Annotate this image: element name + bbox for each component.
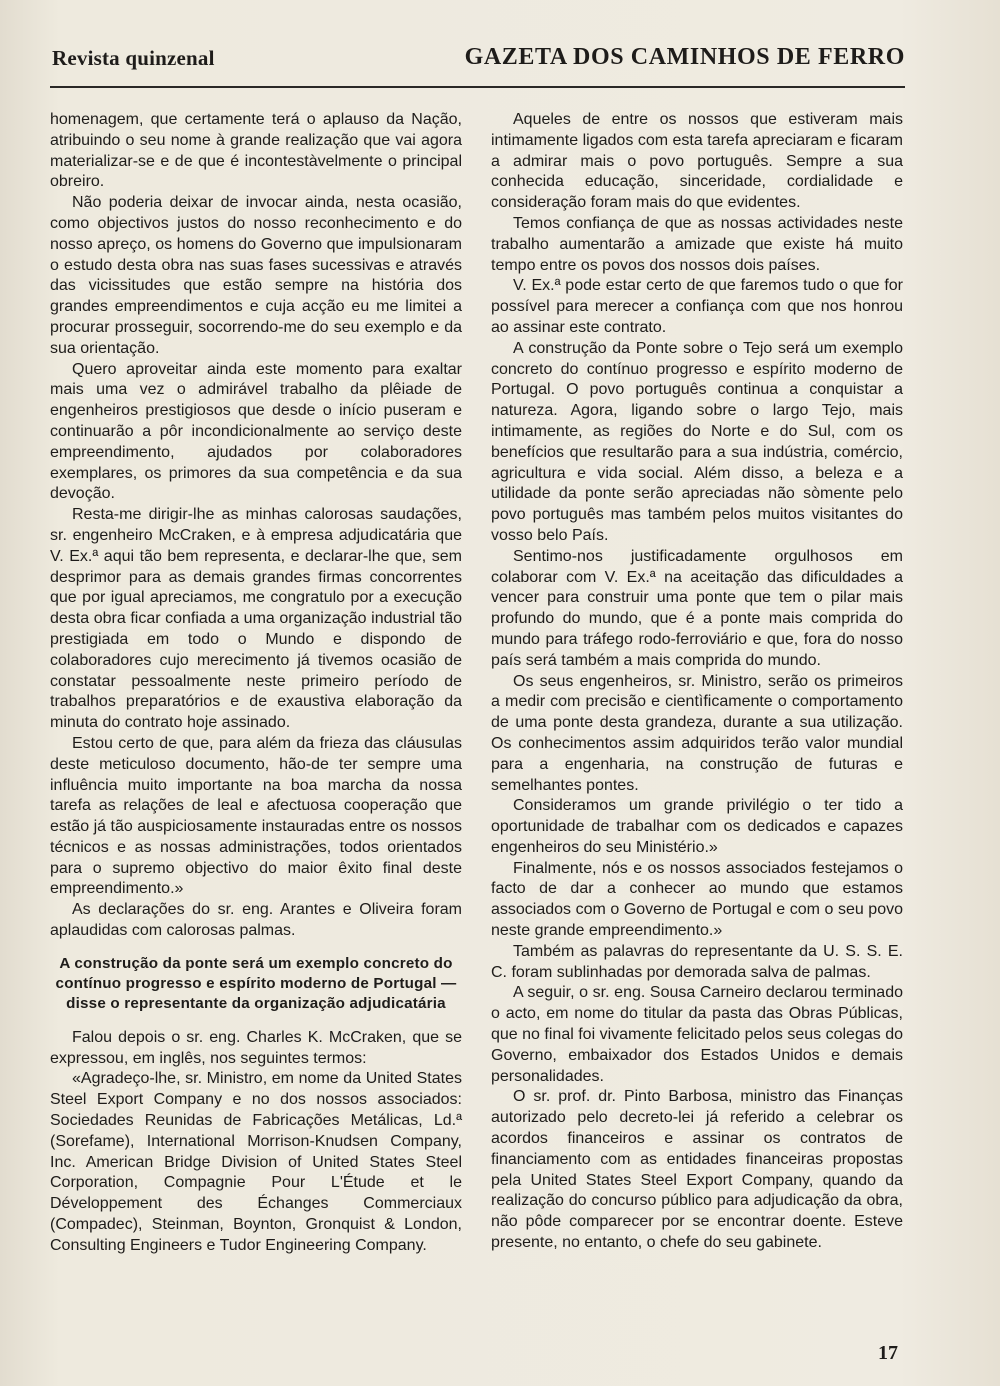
paragraph: Estou certo de que, para além da frieza das cláusulas deste meticuloso documento, hão-de ter sempre uma influência muito importante na boa marcha da nossa tarefa as relações de leal e afectuosa cooperação que estão já tão auspiciosamente instauradas entre os nossos técnicos e as nossas administrações, todos orientados para o supremo objectivo do maior êxito final deste empreendimento.» bbox=[50, 734, 462, 898]
right-column bbox=[491, 110, 903, 1254]
section-subheading: A construção da ponte será um exemplo concreto do contínuo progresso e espírito moderno de Portugal — disse o representante da organização adjudicatária bbox=[55, 954, 457, 1012]
paragraph: Temos confiança de que as nossas actividades neste trabalho aumentarão a amizade que existe há muito tempo entre os povos dos nossos dois países. bbox=[491, 214, 903, 274]
paragraph: Também as palavras do representante da U. S. S. E. C. foram sublinhadas por demorada salva de palmas. bbox=[491, 942, 903, 981]
paragraph: A seguir, o sr. eng. Sousa Carneiro declarou terminado o acto, em nome do titular da pasta das Obras Públicas, que no final foi vivamente felicitado pelos seus colegas do Governo, embaixador dos Estados Unidos e demais personalidades. bbox=[491, 984, 903, 1085]
page-number: 17 bbox=[878, 1342, 898, 1364]
paragraph: Sentimo-nos justificadamente orgulhosos em colaborar com V. Ex.ª na aceitação das dificuldades a vencer para construir uma ponte que tem o pilar mais profundo do mundo, que é a ponte mais comprida do mundo para tráfego rodo-ferroviário e que, fora do nosso país será também a mais comprida do mundo. bbox=[491, 547, 903, 669]
paragraph: Finalmente, nós e os nossos associados festejamos o facto de dar a conhecer ao mundo que estamos associados com o Governo de Portugal e com o seu povo neste grande empreendimento.» bbox=[491, 859, 903, 940]
paragraph: Resta-me dirigir-lhe as minhas calorosas saudações, sr. engenheiro McCraken, e à empresa adjudicatária que V. Ex.ª aqui tão bem representa, e declarar-lhe que, sem desprimor para as demais grandes firmas concorrentes que por igual apreciamos, me congratulo por a execução desta obra ficar confiada a uma organização industrial tão prestigiada em todo o Mundo e dispondo de colaboradores cujo merecimento já tivemos ocasião de constatar pessoalmente neste primeiro período de trabalhos preparatórios e de exaustiva elaboração da minuta do contrato hoje assinado. bbox=[50, 506, 462, 732]
paragraph: Quero aproveitar ainda este momento para exaltar mais uma vez o admirável trabalho da plêiade de engenheiros prestigiosos que desde o início puseram e continuarão a pôr incondicionalmente ao serviço deste empreendimento, ajudados por colaboradores exemplares, os primores da sua competência e da sua devoção. bbox=[50, 360, 462, 503]
paragraph: V. Ex.ª pode estar certo de que faremos tudo o que for possível para merecer a confiança com que nos honrou ao assinar este contrato. bbox=[491, 277, 903, 336]
paragraph: homenagem, que certamente terá o aplauso da Nação, atribuindo o seu nome à grande realização que vai agora materializar-se e de que é incontestàvelmente o principal obreiro. bbox=[50, 111, 462, 191]
left-column bbox=[50, 110, 462, 1257]
paragraph: As declarações do sr. eng. Arantes e Oliveira foram aplaudidas com calorosas palmas. bbox=[50, 901, 462, 940]
paragraph: A construção da Ponte sobre o Tejo será um exemplo concreto do contínuo progresso e espírito moderno de Portugal. O povo português continua a conquistar a natureza. Agora, ligando sobre o largo Tejo, mais intimamente, as regiões do Norte e do Sul, com os benefícios que resultarão para a sua indústria, comércio, agricultura e vida social. Além disso, a beleza e a utilidade da ponte serão apreciadas não sòmente pelo povo português mas também pelos muitos visitantes do vosso belo País. bbox=[491, 339, 903, 544]
paragraph: Falou depois o sr. eng. Charles K. McCraken, que se expressou, em inglês, nos seguintes termos: bbox=[50, 1028, 462, 1067]
quoted-paragraph: «Agradeço-lhe, sr. Ministro, em nome da United States Steel Export Company e no dos nossos associados: Sociedades Reunidas de Fabricações Metálicas, Ld.ª (Sorefame), International Morrison-Knudsen Company, Inc. American Bridge Division of United States Steel Corporation, Compagnie Pour L'Étude et le Développement des Échanges Commerciaux (Compadec), Steinman, Boynton, Gronquist & London, Consulting Engineers e Tudor Engineering Company. bbox=[50, 1070, 462, 1254]
paragraph: Não poderia deixar de invocar ainda, nesta ocasião, como objectivos justos do nosso reconhecimento e do nosso apreço, os homens do Governo que impulsionaram o estudo desta obra nas suas fases sucessivas e através das vicissitudes que estão sempre na história dos grandes empreendimentos e cuja acção eu me limitei a procurar prosseguir, socorrendo-me do seu exemplo e da sua orientação. bbox=[50, 194, 462, 357]
running-header-title: GAZETA DOS CAMINHOS DE FERRO bbox=[464, 44, 905, 70]
paragraph: Consideramos um grande privilégio o ter tido a oportunidade de trabalhar com os dedicados e capazes engenheiros do seu Ministério.» bbox=[491, 797, 903, 856]
header-rule bbox=[50, 86, 905, 88]
running-header-left: Revista quinzenal bbox=[52, 46, 215, 70]
paragraph: Aqueles de entre os nossos que estiveram mais intimamente ligados com esta tarefa apreciaram e ficaram a admirar mais o povo português. Sempre a sua conhecida educação, sinceridade, cordialidade e consideração foram mais do que evidentes. bbox=[491, 111, 903, 212]
paragraph: Os seus engenheiros, sr. Ministro, serão os primeiros a medir com precisão e cientìficamente o comportamento de uma ponte desta grandeza, durante a sua utilização. Os conhecimentos assim adquiridos terão valor mundial para a engenharia, na construção de futuras e semelhantes pontes. bbox=[491, 672, 903, 794]
paragraph: O sr. prof. dr. Pinto Barbosa, ministro das Finanças autorizado pelo decreto-lei já referido a celebrar os acordos financeiros e assinar os contratos de financiamento com as entidades financeiras propostas pela United States Steel Export Company, quando da realização do concurso público para adjudicação da obra, não pôde comparecer por se encontrar doente. Esteve presente, no entanto, o chefe do seu gabinete. bbox=[491, 1088, 903, 1252]
